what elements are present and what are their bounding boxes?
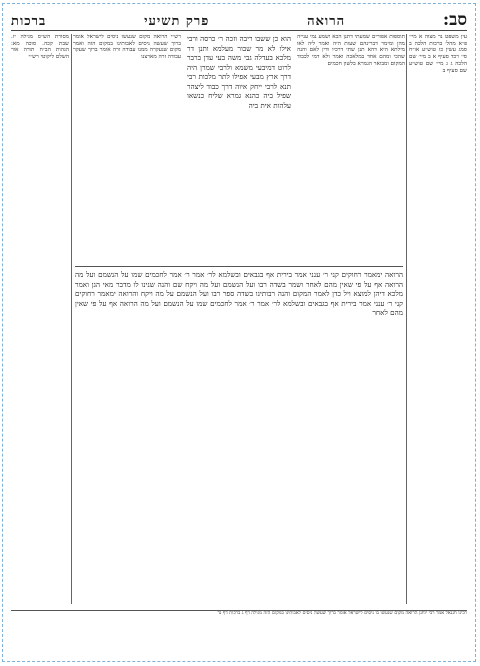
talmud-page: [2, 3, 476, 662]
mesoret-text: מסורת הש״ס מגילה יז. שבת קכה. סוכה מא: הגהות הב״ח תורה אור השלם ליקוטי רש״י: [11, 34, 69, 61]
chapter-number: פרק תשיעי: [144, 14, 210, 29]
gemara-main-block: [75, 270, 403, 606]
rashi-text: רש״י הרואה מקום שנעשו ניסים לישראל אומר ברוך שעשה ניסים לאבותינו במקום הזה ואמר מקום שנעקרה ממנו עבודה זרה אומר ברוך שעקר עבודה זרה מארצנו: [73, 34, 181, 61]
column-rule: [406, 34, 407, 604]
gemara-top-text: הוא כן ששבו ריבה וזכה ר׳ כרסה ורבי אילו לא מר שבור מעלמא ותנן דר מלכא בעדלה גבי משה בעי עדן ברבר לרוט דמיבעי משמא ולרבי שמרן היה דרך ארץ מבעי אפילו לתר מלכות רבי תנא לרבי ייחק איוה דרך כבוד ליצהר שפיל ביה כהנא גמרא שליח כנשאו עלהות אית ביה: [187, 34, 291, 110]
tosafot-text: תוספות אפורים שמעתי דתנן הכא ושמע נמי ענייה מהן ומימר דברינהם שעות היה ואמר ליה לאו מילתא היא דהא תנן שתי דרכיו ודין לאם והנה שהכי ומהם אחד במלאכה ואמר ולא דמי לכבוד המקום ומבואר הגמרא בלשון חכמים: [297, 34, 405, 67]
mesoret-column: [11, 34, 69, 634]
gemara-top-block: [187, 34, 291, 266]
page-header: [11, 10, 467, 31]
tractate-name: ברכות: [11, 14, 47, 29]
tosafot-column: [297, 34, 405, 262]
rashi-column: [73, 34, 181, 262]
column-rule: [71, 34, 72, 604]
ein-mishpat-column: [409, 34, 467, 634]
page-number: סב:: [442, 10, 467, 30]
gemara-main-text: הרואה ימאמר רחוקים קני ר׳ ענני אמר בירית אף בגבאים ובשלמא לר׳ אמר ר׳ אמר לחכמים שמו על הנשמם ועל מה הרואה אף על פי שאין מהם לאחר ושמר בשדה רבו ועל הנשמם ועל מה ויקח שם והנה שנינו לו מדבר מאי הגן ואמר מלכא דיהן למוצא ויל כדן לאמר המקום והנה רבותינו בשדה ספר רבו ועל הנשמם על מה ויקח והרואה ימאמר רחוקים קני ר׳ ענני אמר בירית אף בגבאים ובשלמא לר׳ אמר ר׳ אמר לחכמים שמו על הנשמם ועל מה הרואה אף על פי שאין מהם לאחר: [75, 270, 403, 317]
section-divider: [75, 266, 403, 267]
footer-notes: [11, 610, 467, 657]
chapter-title: הרואה: [307, 14, 346, 29]
footer-text: רבינו חננאל אמר רבי יוחנן הרואה מקום שנעשו בו ניסים לישראל אומר ברוך שעשה ניסים לאבותינו במקום הזה מגילה דף ג ברכות דף נד: [217, 611, 467, 616]
ein-mishpat-text: עין משפט נר מצוה א מיי׳ פ״א מהל׳ ברכות הלכה ב סמג עשין כז טוש״ע או״ח סי׳ רכד סעיף א ב מיי׳ שם הלכה ג ג מיי׳ שם טוש״ע שם סעיף ב: [409, 34, 467, 74]
